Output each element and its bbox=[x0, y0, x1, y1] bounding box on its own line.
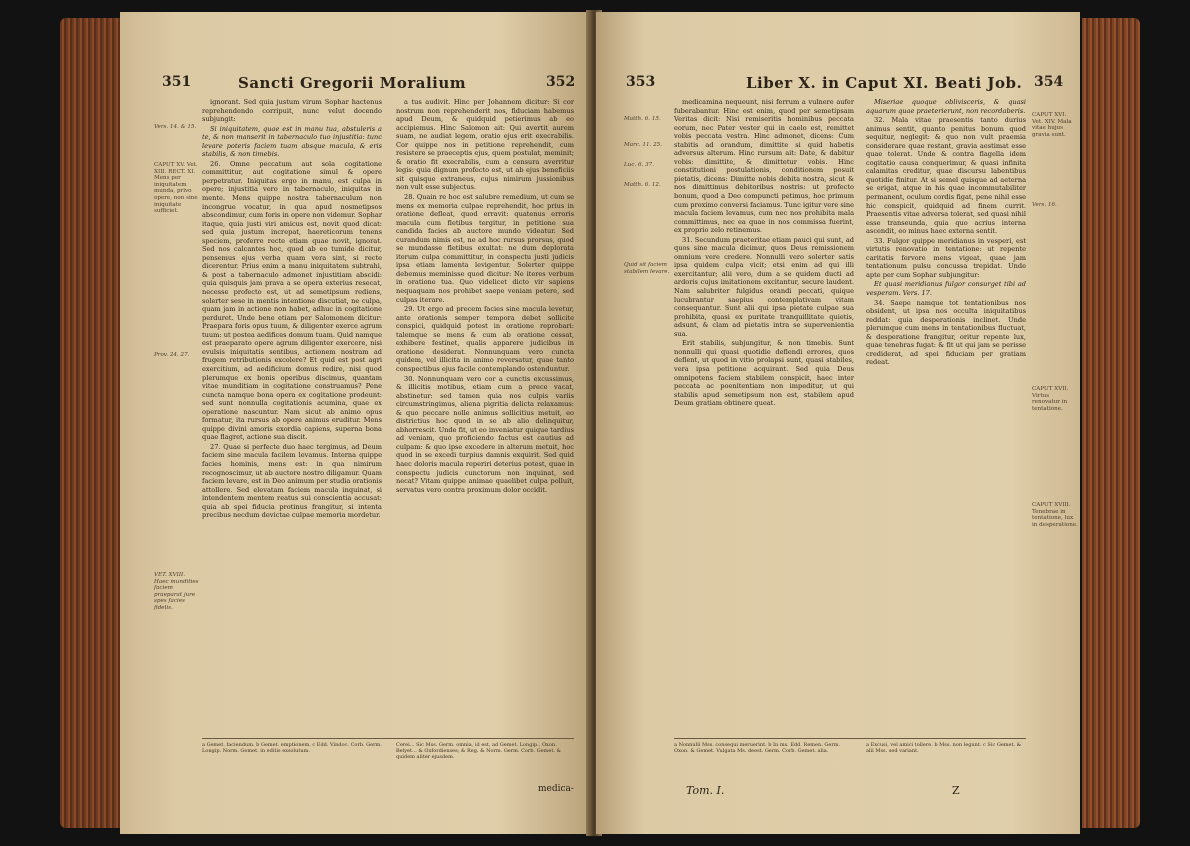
right-page bbox=[596, 12, 1080, 834]
paragraph: Si iniquitatem, quae est in manu tua, abstuleris a te, & non manserit in tabernaculo tuo injustitia: tunc levare poteris faciem tuam absque macula, & eris stabilis, & non timebis. bbox=[202, 124, 382, 159]
right-column-2 bbox=[866, 98, 1026, 368]
signature-mark: Z bbox=[952, 784, 960, 797]
left-column-2 bbox=[396, 98, 574, 495]
paragraph: ignorant. Sed quia justum virum Sophar hactenus reprehendendo corripuit, nunc velut docendo subjungit: bbox=[202, 98, 382, 124]
right-page-edges bbox=[1082, 18, 1140, 828]
page-number-354: 354 bbox=[1034, 74, 1064, 90]
page-number-351: 351 bbox=[162, 74, 192, 90]
margin-note: Marc. 11. 25. bbox=[624, 142, 662, 148]
footnotes-right: a Excusi, vel amici tollere. b Mss. non legunt. c Sic Gemet. & alii Mss. sed variant. bbox=[866, 742, 1022, 755]
margin-note-caput: CAPUT XVII. Virtus renovatur in tentatione. bbox=[1032, 386, 1069, 412]
paragraph: 27. Quae si perfecte duo haec tergimus, ad Deum faciem sine macula facilem levamus. Interna quippe facies hominis, mens est: in qua nimirum recognoscimur, ut ab auctore nostro diligamur. Quam faciem levare, est in Deo animum per studia orationis attollere. Sed elevatam faciem macula inquinat, si intendentem mentem reatus sui conscientia accusat: quia ab spei fiducia protinus frangitur, si intenta precibus necdum devictae culpae memoria mordetur. bbox=[202, 442, 382, 520]
margin-note: VET. XVIII. Haec mundities faciem praeparat jure spes facies fidelis. bbox=[154, 572, 199, 611]
margin-note-caput: CAPUT XVIII. Tenebrae in tentatione, lux in desperatione. bbox=[1032, 502, 1078, 528]
running-head-left: Sancti Gregorii Moralium bbox=[238, 74, 467, 92]
footnotes-left: a Gemet. faciendum. b Gemet. emptionem. c Edd. Vindoc. Corb. Germ. Longip. Norm. Gemet. in editis exsolutum. bbox=[202, 742, 382, 755]
paragraph: 26. Omne peccatum aut sola cogitatione committitur, aut cogitatione simul & opere perpetratur. Iniquitas ergo in manu, est culpa in opere; injustitia vero in tabernaculo, iniquitas in mente. Mens quippe nostra tabernaculum non incongrue vocatur, in qua apud nosmetipsos abscondimur, cum foris in opere non videmur. Sophar itaque, quia justi viri amicus est, novit quod dicat: sed quia justum increpat, haereticorum tenens speciem, proferre recte etiam quae novit, ignorat. Sed nos calcantes hoc, quod ab eo tumide dicitur, pensemus ejus verba quam vera sint, si recte dicerentur. Prius enim a manu iniquitatem subtrahi, & post a tabernaculo admonet injustitiam abscidi: quia quisquis jam prava a se opera exterius resecat, necesse profecto est, ut ad semetipsum rediens, solerter sese in mentis intentione discutiat, ne culpa, quam jam in actione non habet, adhuc in cogitatione perduret. Unde bene etiam per Salomonem dicitur: Praepara foris opus tuum, & diligenter exerce agrum tuum: ut postea aedifices domum tuam. Quid namque est praeparato opere agrum diligenter exercere, nisi evulsis iniquitatis sentibus, actionem nostram ad frugem retributionis excolere? Et quid est post agri exercitium, ad aedificium domus redire, nisi quod plerumque ex bonis operibus discimus, quantam vitae munditiam in cogitatione construamus? Pene cuncta namque bona opera ex cogitatione prodeunt: sed sunt nonnulla cogitationis acumina, quae ex operatione nascuntur. Nam sicut ab animo opus formatur, ita rursus ab opere animus eruditur. Mens quippe divini amoris exordia capiens, superna bona quae flagret, actione sua discit. bbox=[202, 159, 382, 442]
margin-note: Matth. 6. 15. bbox=[624, 116, 661, 122]
paragraph: a tus audivit. Hinc per Johannem dicitur: Si cor nostrum non reprehenderit nos, fiduciam habemus apud Deum, & quidquid petierimus ab eo accipiemus. Hinc Salomon ait: Qui avertit aurem suam, ne audiat legem, oratio ejus erit execrabilis. Cor quippe nos in petitione reprehendit, cum resistere se praeceptis ejus, quem postulat, meminit; & oratio fit execrabilis, cum a censura averritur legis: quia dignum profecto est, ut ab ejus beneficiis sit quisque extraneus, cujus nimirum jussionibus non vult esse subjectus. bbox=[396, 98, 574, 192]
paragraph: medicamina nequeunt, nisi ferrum a vulnere aufer fuberabantur. Hinc est enim, quod per semetipsam Veritas dicit: Nisi remiseritis hominibus peccata eorum, nec Pater vester qui in caelo est, remittet vobis peccata vestra. Hinc admonet, dicens: Cum stabitis ad orandum, dimittite si quid habetis adversus alterum. Hinc rursum ait: Date, & dabitur vobis: dimittite, & dimittetur vobis. Hinc constitutioni postulationis, conditionem posuit pietatis, dicens: Dimitte nobis debita nostra, sicut & nos dimittimus debitoribus nostris: ut profecto bonum, quod a Deo compuncti petimus, hoc primum cum proximo conversi faciamus. Tunc igitur vere sine macula faciem levamus, cum nec nos prohibita mala committimus, nec ea quae in nos commissa fuerint, ex proprio zelo retinemus. bbox=[674, 98, 854, 235]
paragraph: 32. Mala vitae praesentis tanto durius animus sentit, quanto penitus bonum quod sequitur, neglegit: & quo non vult praemia considerare quae restant, gravia aestimat esse quae tolerat. Unde & contra flagella idem cogitatio causa conquerimur, & quasi infinita calamitas creditur, quae discursu labentibus quotidie finitur. At si semel quisque ad aeterna se erigat, atque in his quae incommutabiliter permanent, oculum cordis figat, pene nihil esse hic conspicit, quidquid ad finem currit. Praesentis vitae adversa tolerat, sed quasi nihil esse transeunda, quia quo acrius interna ascendit, eo minus haec externa sentit. bbox=[866, 116, 1026, 236]
right-column-1 bbox=[674, 98, 854, 409]
margin-note: Vers. 14. & 15. bbox=[154, 124, 197, 130]
margin-note: Matth. 6. 12. bbox=[624, 182, 661, 188]
tome-label: Tom. I. bbox=[686, 784, 725, 797]
left-page-edges bbox=[60, 18, 122, 828]
paragraph: Miseriae quoque oblivisceris, & quasi aquarum quae praeterierunt, non recordaberis. bbox=[866, 98, 1026, 115]
running-head-right: Liber X. in Caput XI. Beati Job. bbox=[746, 74, 1023, 92]
footnote-rule bbox=[674, 738, 1026, 739]
catchword: medica- bbox=[538, 784, 574, 794]
left-column-1 bbox=[202, 98, 382, 521]
footnotes-left: a Nonnulli Mss. consequi meruerint. b In ms. Edd. Remen. Germ. Oxon. & Gemet. Vulgata Ms. deest. Germ. Corb. Gemet. alia. bbox=[674, 742, 841, 755]
footnote-rule bbox=[202, 738, 574, 739]
page-number-352: 352 bbox=[546, 74, 576, 90]
paragraph: Et quasi meridianus fulgor consurget tibi ad vesperam. Vers. 17. bbox=[866, 280, 1026, 298]
paragraph: 31. Secundum praeteritae etiam pauci qui sunt, ad quos sine macula dicimur, quos Deus remissionem omnium vere credere. Nonnulli vero solerter satis ipsa quidem culpa vicit; etsi enim ad qui illi exercitantur; alii vero, dum a se quidem ducti ad ardoris cujus imitationem excitantur, secure laudent. Nam salubriter fulgidus orandi peccati, quique lucubrantur saepius contemplativam vitam consequantur. Sunt alii qui ipsa pietate culpae sua prohibita, quasi ex puritate tranquillitate quietis, adsunt, & clam ad pietatis intra se supervenientia sua. bbox=[674, 235, 854, 338]
margin-note: Prov. 24. 27. bbox=[154, 352, 190, 358]
margin-note: Quid sit faciem stabilem levare. bbox=[624, 262, 670, 275]
paragraph: 30. Nonnunquam vero cor a cunctis excussimus, & illicitis motibus, etiam cum a prece vacat, abstinetur: sed tamen quia nos culpis variis circumstringimus, aliena pigritia delicta relaxamus: & quo peccare nolle animus sollicitius metuit, eo districtius hoc quod in se ab alio delinquitur, abhorrescit. Unde fit, ut eo inveniatur quique tardius ad veniam, quo proficiendo factus est cautius ad culpam: & quo ipse excedere in alterum metuit, hoc quod in se excedi turpius damnis exquirit. Sed quid haec doloris macula reperiri deterius potest, quae in conspectu judicis cunctorum non inquinat, sed necat? Vitam quippe animae quaelibet culpa polluit, servatus vero contra proximum dolor occidit. bbox=[396, 374, 574, 494]
paragraph: 34. Saepe namque tot tentationibus nos obsident, ut ipsa nos occulta iniquitatibus reddat: quia desperationis inclinet. Unde plerumque cum mens in tentationibus fluctuat, & desperatione frangitur, oritur repente lux, quae tenebras fugat: & fit ut qui jam se perisse crediderat, ad spei fiduciam per gratiam redeat. bbox=[866, 298, 1026, 367]
open-book bbox=[60, 10, 1140, 836]
margin-note-caput: CAPUT XV. Vet. XIII. RECT. XI. Mens per iniquitatem munda, privo opere, non sine iniquitate sufficiet. bbox=[154, 162, 198, 215]
margin-note-caput: CAPUT XVI. Vet. XIV. Mala vitae hujus gravia sunt. bbox=[1032, 112, 1072, 138]
margin-note: Luc. 6. 37. bbox=[624, 162, 655, 168]
footnotes-right: Cerei... Sic Mss. Germ. omnia, id est, ad Gemet. Longip., Oxon. Belyet... & Oxfordienses; & Reg. & Norm. Germ. Corb. Gemet. & quidem aliter ejusdem. bbox=[396, 742, 561, 761]
paragraph: Erit stabilis, subjungitur, & non timebis. Sunt nonnulli qui quasi quotidie deflendi errores, quos deflent, ut quod in vitio prolapsi sunt, quasi stabiles, vera ipsa petitione acquirant. Sed quia Deus omnipotens faciem stabilem conspicit, haec inter peccata ac poenitentiam non impeditur, ut qui stabilis apud semetipsum non est, stabilem apud Deum gratiam obtinere queat. bbox=[674, 339, 854, 408]
page-number-353: 353 bbox=[626, 74, 656, 90]
left-page bbox=[120, 12, 592, 834]
paragraph: 29. Ut ergo ad precem facies sine macula levetur, ante orationis semper tempora debet sollicite conspici, quidquid potest in oratione reprobari: talemque se mens & cum ab oratione cessat, exhibere festinet, qualis apparere judicibus in oratione desiderat. Nonnunquam vero cuncta quidem, vel illicita in animo reversatur, quae tanto conspectibus ejus facile contemplando ostenduntur. bbox=[396, 305, 574, 373]
paragraph: 33. Fulgor quippe meridianus in vesperi, est virtutis renovatio in tentatione: ut repente caritatis fervore mens vigeat, quae jam tentationum pulsu concussa trepidat. Unde apte per cum Sophar subjungitur: bbox=[866, 236, 1026, 279]
paragraph: 28. Quain re hoc est salubre remedium, ut cum se mens ex memoria culpae reprehendit, hoc prius in oratione defleat, quod erravit: quatenus erroris macula cum fletibus tergitur, in petitione sua candida facies ab auctore mundo videatur. Sed curandum nimis est, ne ad hoc rursus prorsus, quod se mundasse fletibus exultat: ne dum deplorata iterum culpa committitur, in conspectu justi judicis ipsa etiam lamenta levigentur. Solerter quippe debemus meminisse quod dicitur: Ne iteres verbum in oratione tua. Quo videlicet dicto vir sapiens nequaquam nos prohibet saepe veniam petere, sed culpas iterare. bbox=[396, 193, 574, 304]
margin-note: Vers. 16. bbox=[1032, 202, 1057, 208]
